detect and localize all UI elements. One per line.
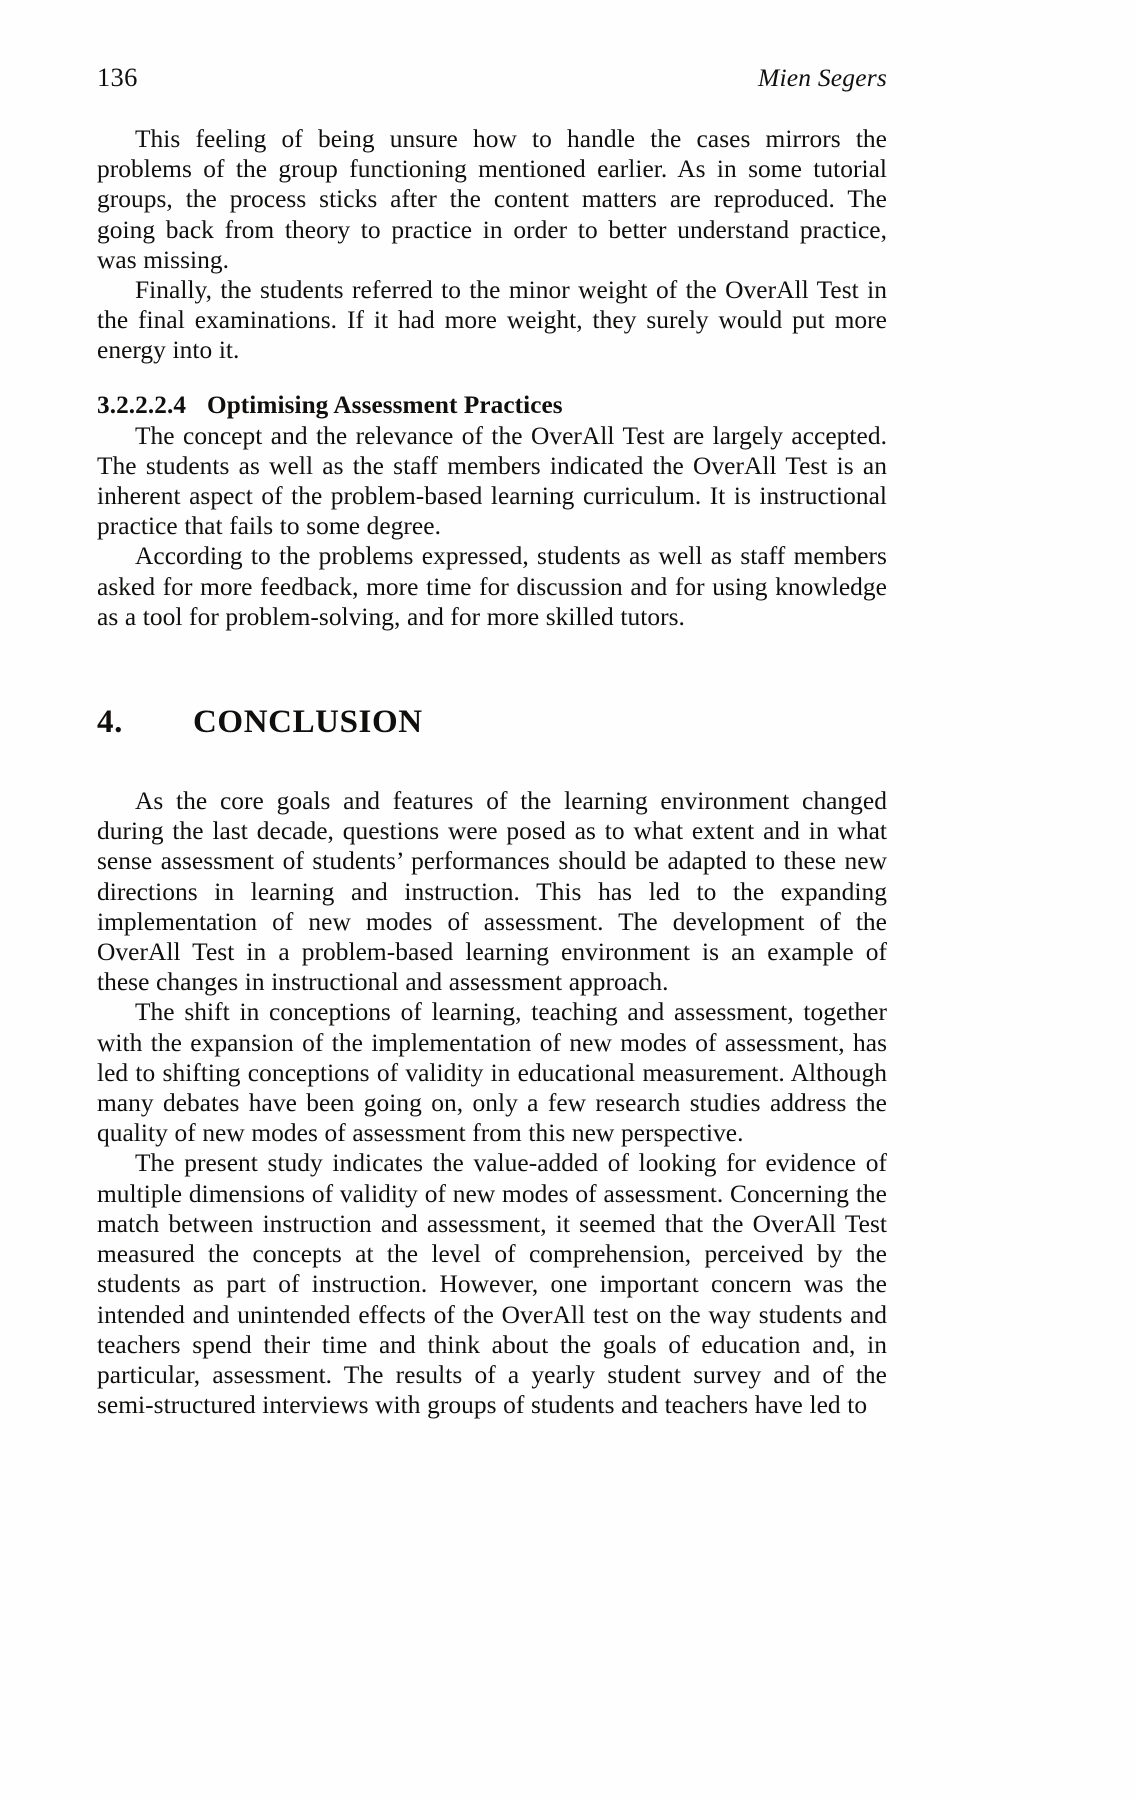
page-content	[97, 62, 887, 1420]
section-title: CONCLUSION	[193, 704, 423, 741]
subsection-title: Optimising Assessment Practices	[207, 391, 563, 419]
section-number: 4.	[97, 704, 123, 741]
body-conclusion	[97, 786, 887, 1420]
body-mid	[97, 421, 887, 632]
paragraph: The shift in conceptions of learning, teaching and assessment, together with the expansion of the implementation of new modes of assessment, has led to shifting conceptions of validity in educational measurement. Although many debates have been going on, only a few research studies address the quality of new modes of assessment from this new perspective.	[97, 998, 887, 1148]
paragraph: As the core goals and features of the learning environment changed during the last decade, questions were posed as to what extent and in what sense assessment of students’ performances should be adapted to these new directions in learning and instruction. This has led to the expanding implementation of new modes of assessment. The development of the OverAll Test in a problem-based learning environment is an example of these changes in instructional and assessment approach.	[97, 787, 887, 997]
paragraph: The concept and the relevance of the OverAll Test are largely accepted. The students as well as the staff members indicated the OverAll Test is an inherent aspect of the problem-based learning curriculum. It is instructional practice that fails to some degree.	[97, 421, 887, 541]
section-heading-wrap	[97, 702, 887, 742]
paragraph: Finally, the students referred to the minor weight of the OverAll Test in the final examinations. If it had more weight, they surely would put more energy into it.	[97, 276, 887, 365]
subsection-heading	[97, 391, 887, 421]
running-head-author: Mien Segers	[758, 63, 887, 92]
subsection-number: 3.2.2.2.4	[97, 391, 187, 419]
running-head	[97, 62, 887, 102]
body-top	[97, 124, 887, 366]
paragraph: According to the problems expressed, students as well as staff members asked for more feedback, more time for discussion and for using knowledge as a tool for problem-solving, and for more skilled tutors.	[97, 542, 887, 631]
page-number: 136	[97, 62, 138, 92]
paragraph: The present study indicates the value-added of looking for evidence of multiple dimensions of validity of new modes of assessment. Concerning the match between instruction and assessment, it seemed that the OverAll Test measured the concepts at the level of comprehension, perceived by the students as part of instruction. However, one important concern was the intended and unintended effects of the OverAll test on the way students and teachers spend their time and think about the goals of education and, in particular, assessment. The results of a yearly student survey and of the semi-structured interviews with groups of students and teachers have led to	[97, 1149, 887, 1420]
paragraph: This feeling of being unsure how to handle the cases mirrors the problems of the group functioning mentioned earlier. As in some tutorial groups, the process sticks after the content matters are reproduced. The going back from theory to practice in order to better understand practice, was missing.	[97, 125, 887, 274]
section-heading	[97, 702, 887, 742]
